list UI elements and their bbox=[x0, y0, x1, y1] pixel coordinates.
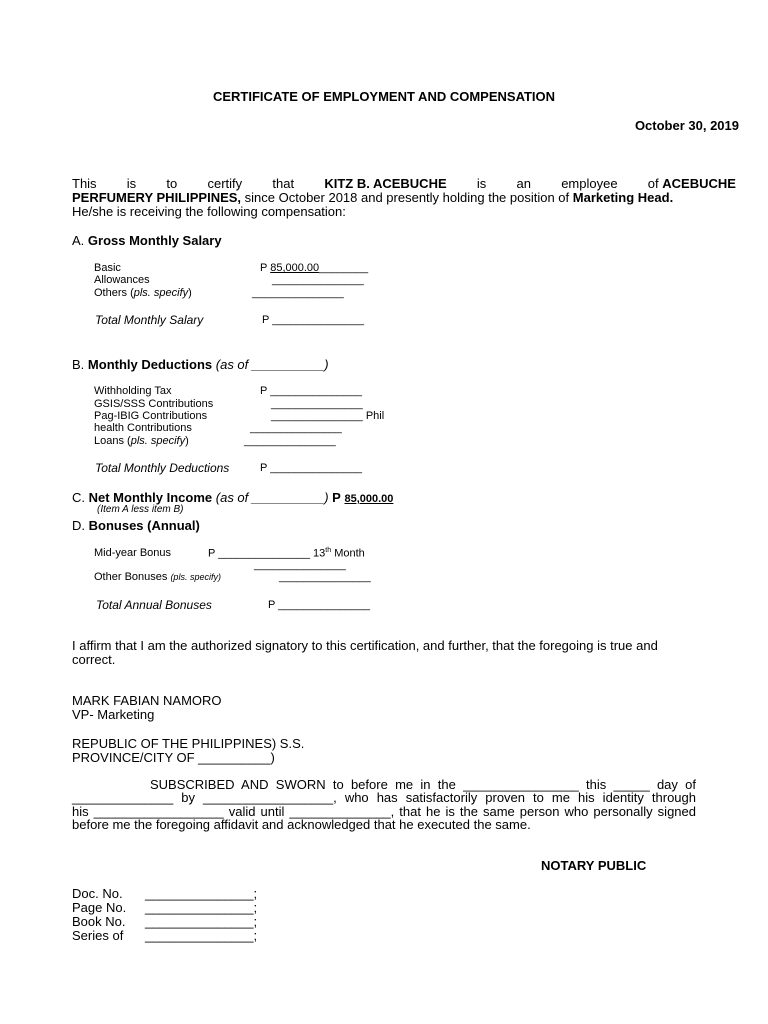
section-c-heading bbox=[72, 490, 393, 505]
total-annual-bonuses-value bbox=[268, 599, 370, 611]
loans-blank: _______________ bbox=[244, 435, 336, 447]
section-b-heading bbox=[72, 357, 329, 372]
blank-line: _______________ bbox=[218, 547, 310, 560]
label-text: Other Bonuses bbox=[94, 571, 168, 583]
label-text: 13 bbox=[313, 547, 326, 560]
series-of-label: Series of bbox=[72, 928, 124, 943]
as-of-date: (as of __________) bbox=[215, 357, 329, 372]
document-date: October 30, 2019 bbox=[634, 118, 739, 133]
label-text: Month bbox=[334, 547, 365, 560]
page-no-label: Page No. bbox=[72, 900, 127, 915]
intro-text: since October 2018 and presently holding the position of bbox=[241, 190, 573, 205]
as-of-date: (as of __________) bbox=[215, 490, 329, 505]
label-text: ) bbox=[188, 287, 192, 299]
total-deductions-value bbox=[260, 462, 362, 474]
section-title: Bonuses (Annual) bbox=[88, 518, 200, 533]
section-letter: C. bbox=[72, 490, 85, 505]
intro-word: of bbox=[647, 176, 659, 191]
health-label: health Contributions bbox=[94, 422, 192, 434]
company-name-part2: PERFUMERY PHILIPPINES, bbox=[72, 190, 242, 205]
label-text: ) bbox=[185, 435, 189, 447]
employee-name: KITZ B. ACEBUCHE bbox=[324, 176, 447, 191]
intro-line-2 bbox=[72, 190, 673, 205]
blank-line: _______________ bbox=[271, 410, 363, 422]
peso-prefix: P bbox=[260, 262, 268, 274]
section-title: Monthly Deductions bbox=[87, 357, 213, 372]
blank-line: _______________ bbox=[270, 462, 362, 474]
thirteenth-month-blank: _______________ bbox=[254, 559, 346, 571]
label-italic: (pls. specify) bbox=[170, 572, 221, 582]
gsis-blank: _______________ bbox=[271, 398, 363, 410]
company-name-part1: ACEBUCHE bbox=[662, 176, 736, 191]
label-italic: pls. specify bbox=[130, 435, 186, 447]
peso-prefix: P bbox=[262, 314, 270, 326]
section-d-heading bbox=[72, 518, 200, 533]
label-sup: th bbox=[325, 547, 332, 554]
withholding-tax-value bbox=[260, 385, 362, 397]
blank-line: _______________ bbox=[278, 599, 370, 611]
intro-word: to bbox=[166, 176, 178, 191]
intro-word: an bbox=[516, 176, 531, 191]
intro-word: is bbox=[126, 176, 137, 191]
jurat-venue-2: PROVINCE/CITY OF __________) bbox=[72, 750, 275, 765]
basic-label: Basic bbox=[94, 262, 121, 274]
doc-no-blank: _______________; bbox=[145, 886, 258, 901]
intro-word: is bbox=[476, 176, 487, 191]
label-text: Loans ( bbox=[94, 435, 131, 447]
affirmation-line-2: correct. bbox=[72, 652, 116, 667]
peso-prefix: P bbox=[208, 547, 216, 560]
loans-label bbox=[94, 435, 189, 447]
total-annual-bonuses-label: Total Annual Bonuses bbox=[96, 598, 212, 612]
net-income-amount: 85,000.00 bbox=[344, 493, 394, 505]
other-bonuses-blank: _______________ bbox=[279, 571, 371, 583]
total-monthly-salary-value bbox=[262, 314, 364, 326]
withholding-tax-label: Withholding Tax bbox=[94, 385, 172, 397]
pagibig-value bbox=[271, 410, 384, 422]
health-blank: _______________ bbox=[250, 422, 342, 434]
blank-line: _______________ bbox=[270, 385, 362, 397]
gsis-label: GSIS/SSS Contributions bbox=[94, 398, 214, 410]
blank-line: _______________ bbox=[272, 314, 364, 326]
basic-amount: 85,000.00 bbox=[270, 262, 320, 274]
label-italic: pls. specify bbox=[133, 287, 189, 299]
signatory-title: VP- Marketing bbox=[72, 707, 155, 722]
pagibig-label: Pag-IBIG Contributions bbox=[94, 410, 208, 422]
intro-word: certify bbox=[207, 176, 243, 191]
jurat-text-3: his __________________ valid until ______________, that he is the same person who personally signed bbox=[72, 804, 696, 819]
book-no-label: Book No. bbox=[72, 914, 126, 929]
peso-prefix: P bbox=[260, 462, 268, 474]
allowances-blank: _______________ bbox=[272, 274, 364, 286]
other-bonuses-label bbox=[94, 571, 221, 583]
section-title: Gross Monthly Salary bbox=[87, 233, 222, 248]
intro-word: employee bbox=[561, 176, 618, 191]
others-label bbox=[94, 287, 192, 299]
intro-line-1 bbox=[72, 176, 736, 191]
document-title: CERTIFICATE OF EMPLOYMENT AND COMPENSATION bbox=[212, 89, 556, 104]
allowances-label: Allowances bbox=[94, 274, 150, 286]
midyear-bonus-value bbox=[208, 547, 365, 560]
label-text: Others ( bbox=[94, 287, 134, 299]
peso-prefix: P bbox=[260, 385, 268, 397]
intro-word: that bbox=[272, 176, 295, 191]
doc-no-label: Doc. No. bbox=[72, 886, 123, 901]
notary-public-label: NOTARY PUBLIC bbox=[541, 858, 647, 873]
intro-line-3: He/she is receiving the following compensation: bbox=[72, 204, 346, 219]
section-letter: A. bbox=[72, 233, 85, 248]
jurat-text-4: before me the foregoing affidavit and acknowledged that he executed the same. bbox=[72, 817, 531, 832]
label-text: Phil bbox=[365, 410, 385, 422]
peso-prefix: P bbox=[268, 599, 276, 611]
jurat-text-2: ______________ by __________________, who has satisfactorily proven to me his identity through bbox=[72, 790, 696, 805]
jurat-text-1: SUBSCRIBED AND SWORN to before me in the ________________ this _____ day of bbox=[150, 777, 696, 792]
section-c-note: (Item A less item B) bbox=[97, 504, 184, 515]
series-of-blank: _______________; bbox=[145, 928, 258, 943]
peso-prefix: P bbox=[332, 490, 341, 505]
section-title: Net Monthly Income bbox=[88, 490, 213, 505]
blank-line: ________ bbox=[319, 262, 369, 274]
midyear-bonus-label: Mid-year Bonus bbox=[94, 547, 172, 559]
page-no-blank: _______________; bbox=[145, 900, 258, 915]
total-monthly-salary-label: Total Monthly Salary bbox=[95, 313, 204, 327]
section-letter: B. bbox=[72, 357, 85, 372]
jurat-venue-1: REPUBLIC OF THE PHILIPPINES) S.S. bbox=[72, 736, 305, 751]
total-deductions-label: Total Monthly Deductions bbox=[95, 461, 230, 475]
affirmation-line-1: I affirm that I am the authorized signatory to this certification, and further, that the foregoing is true and bbox=[72, 638, 658, 653]
intro-word: This bbox=[72, 176, 97, 191]
employee-position: Marketing Head. bbox=[572, 190, 674, 205]
section-letter: D. bbox=[72, 518, 85, 533]
signatory-name: MARK FABIAN NAMORO bbox=[72, 693, 222, 708]
book-no-blank: _______________; bbox=[145, 914, 258, 929]
section-a-heading bbox=[72, 233, 222, 248]
others-blank: _______________ bbox=[252, 287, 344, 299]
basic-value bbox=[260, 262, 368, 274]
